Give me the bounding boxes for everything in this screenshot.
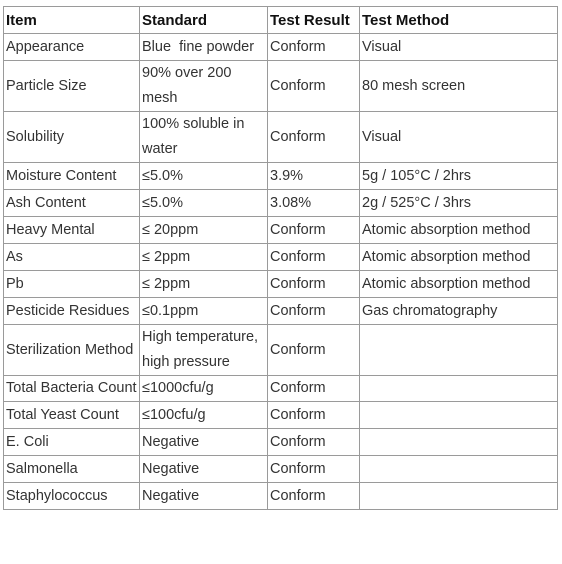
cell-item: Salmonella <box>4 456 140 483</box>
cell-standard: ≤5.0% <box>140 163 268 190</box>
cell-method: Visual <box>360 34 558 61</box>
table-row <box>4 112 558 163</box>
header-test-method: Test Method <box>360 7 558 34</box>
cell-result: 3.08% <box>268 190 360 217</box>
cell-method: 2g / 525°C / 3hrs <box>360 190 558 217</box>
cell-method: Atomic absorption method <box>360 244 558 271</box>
cell-item: Ash Content <box>4 190 140 217</box>
cell-result: 3.9% <box>268 163 360 190</box>
cell-result: Conform <box>268 271 360 298</box>
cell-standard: ≤0.1ppm <box>140 298 268 325</box>
cell-method: Gas chromatography <box>360 298 558 325</box>
cell-result: Conform <box>268 376 360 402</box>
table-row <box>4 163 558 190</box>
table-row <box>4 298 558 325</box>
cell-standard: 100% soluble in water <box>140 112 268 163</box>
cell-result: Conform <box>268 456 360 483</box>
specification-table <box>3 6 558 510</box>
cell-result: Conform <box>268 325 360 376</box>
table-row <box>4 244 558 271</box>
cell-method: Visual <box>360 112 558 163</box>
cell-method: 5g / 105°C / 2hrs <box>360 163 558 190</box>
cell-item: Pesticide Residues <box>4 298 140 325</box>
cell-item: As <box>4 244 140 271</box>
table-row <box>4 61 558 112</box>
table-row <box>4 217 558 244</box>
cell-standard: High temperature, high pressure <box>140 325 268 376</box>
cell-item: Moisture Content <box>4 163 140 190</box>
cell-standard: ≤ 2ppm <box>140 271 268 298</box>
cell-standard: Negative <box>140 429 268 456</box>
cell-item: Solubility <box>4 112 140 163</box>
table-row <box>4 376 558 402</box>
cell-item: Heavy Mental <box>4 217 140 244</box>
header-standard: Standard <box>140 7 268 34</box>
table-row <box>4 402 558 429</box>
cell-method <box>360 429 558 456</box>
cell-standard: Negative <box>140 456 268 483</box>
cell-standard: ≤5.0% <box>140 190 268 217</box>
table-row <box>4 429 558 456</box>
cell-method <box>360 325 558 376</box>
cell-method <box>360 483 558 510</box>
cell-standard: ≤ 2ppm <box>140 244 268 271</box>
cell-standard: Negative <box>140 483 268 510</box>
cell-item: Particle Size <box>4 61 140 112</box>
cell-item: Total Bacteria Count <box>4 376 140 402</box>
table-row <box>4 34 558 61</box>
cell-standard: ≤100cfu/g <box>140 402 268 429</box>
cell-result: Conform <box>268 429 360 456</box>
table-row <box>4 190 558 217</box>
table-header-row <box>4 7 558 34</box>
cell-result: Conform <box>268 402 360 429</box>
cell-standard: 90% over 200 mesh <box>140 61 268 112</box>
cell-item: Pb <box>4 271 140 298</box>
cell-method <box>360 402 558 429</box>
table-row <box>4 456 558 483</box>
cell-standard: Blue fine powder <box>140 34 268 61</box>
header-item: Item <box>4 7 140 34</box>
table-row <box>4 325 558 376</box>
cell-method: Atomic absorption method <box>360 271 558 298</box>
cell-result: Conform <box>268 34 360 61</box>
cell-result: Conform <box>268 298 360 325</box>
cell-result: Conform <box>268 61 360 112</box>
cell-item: Appearance <box>4 34 140 61</box>
cell-result: Conform <box>268 217 360 244</box>
cell-item: Total Yeast Count <box>4 402 140 429</box>
table-row <box>4 271 558 298</box>
cell-method: Atomic absorption method <box>360 217 558 244</box>
cell-method <box>360 456 558 483</box>
cell-item: Staphylococcus <box>4 483 140 510</box>
cell-standard: ≤1000cfu/g <box>140 376 268 402</box>
cell-method: 80 mesh screen <box>360 61 558 112</box>
cell-result: Conform <box>268 483 360 510</box>
cell-item: Sterilization Method <box>4 325 140 376</box>
table-row <box>4 483 558 510</box>
cell-result: Conform <box>268 112 360 163</box>
cell-result: Conform <box>268 244 360 271</box>
cell-method <box>360 376 558 402</box>
cell-standard: ≤ 20ppm <box>140 217 268 244</box>
header-test-result: Test Result <box>268 7 360 34</box>
cell-item: E. Coli <box>4 429 140 456</box>
